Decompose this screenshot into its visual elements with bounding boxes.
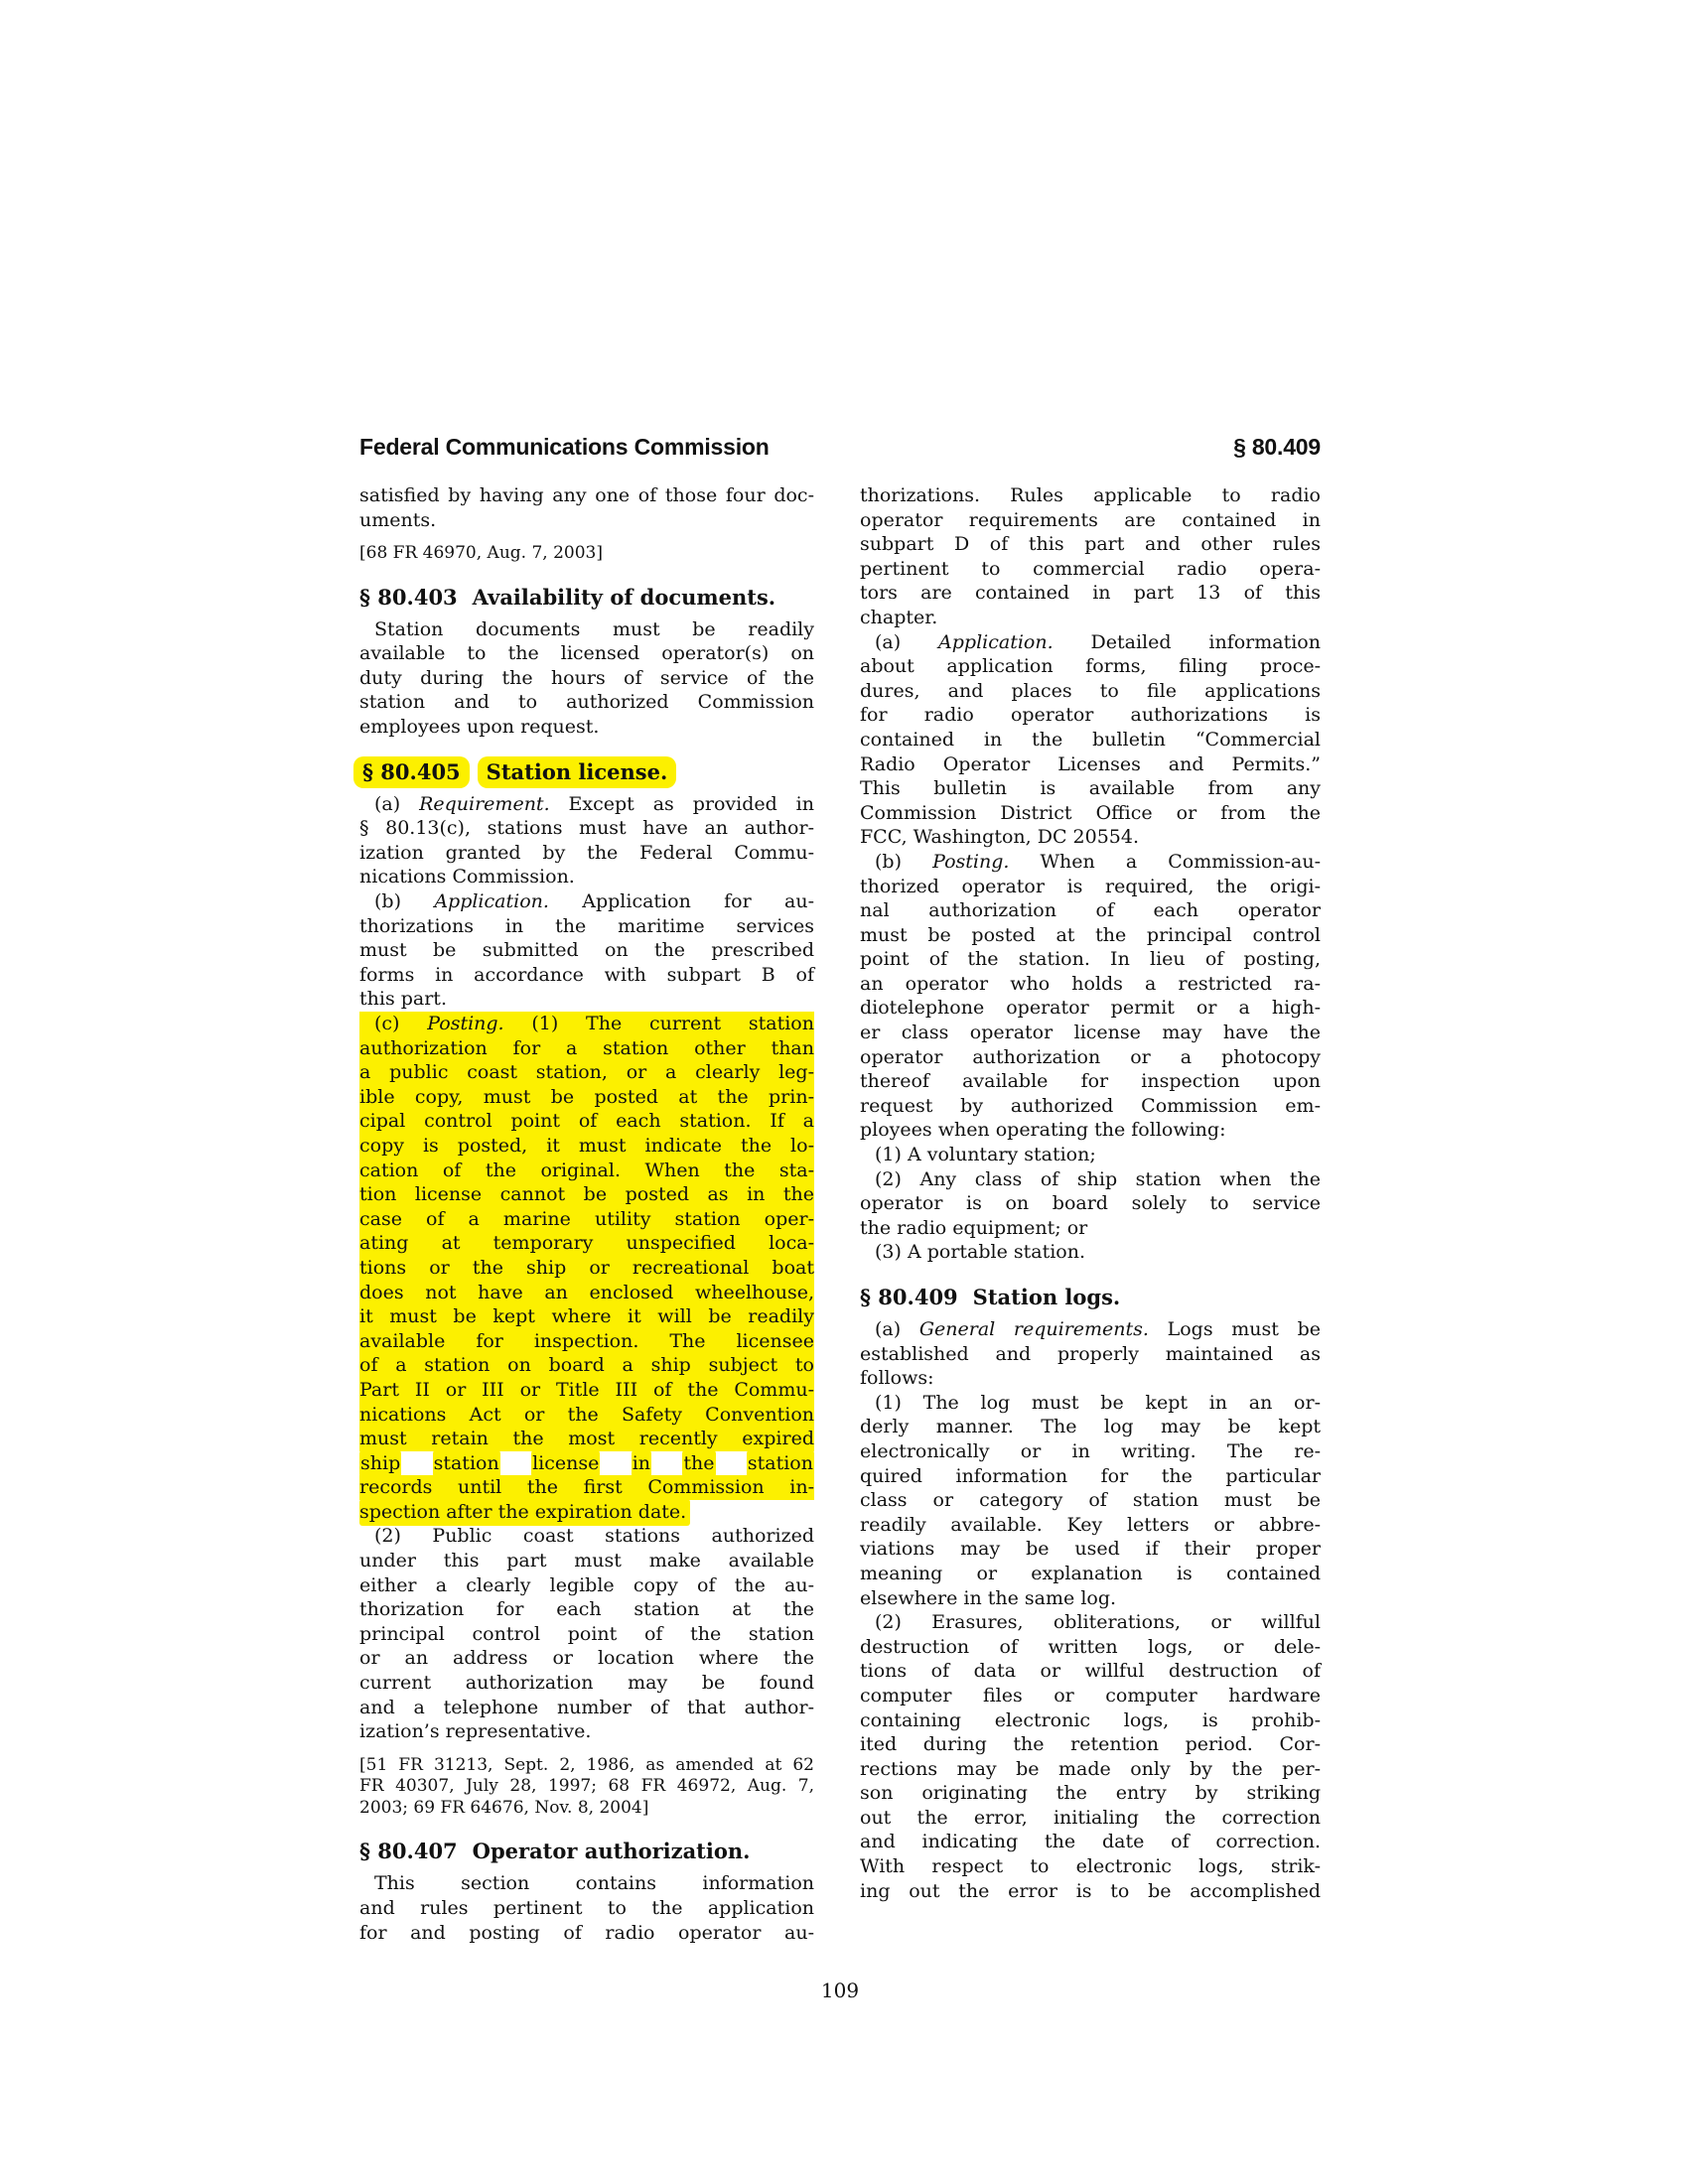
text-line: about application forms, filing proce-	[860, 655, 1321, 678]
text-line: uments.	[359, 508, 437, 531]
text-line: thorized operator is required, the origi-	[860, 875, 1321, 897]
right-column	[860, 483, 1321, 1903]
text-line: operator is on board solely to service	[860, 1192, 1321, 1215]
text-line: computer files or computer hardware	[860, 1684, 1321, 1706]
text-line: With respect to electronic logs, strik-	[860, 1855, 1321, 1878]
highlighted-word: the	[682, 1450, 715, 1477]
text-line: viations may be used if their proper	[860, 1538, 1321, 1561]
text-line: point of the station. In lieu of posting,	[860, 948, 1321, 971]
paragraph	[359, 483, 814, 532]
text-line: current authorization may be found	[359, 1672, 814, 1695]
text-line: dures, and places to file applications	[860, 679, 1321, 702]
text-line: diotelephone operator permit or a high-	[860, 997, 1321, 1020]
section-title: Availability of documents.	[472, 584, 776, 610]
text-line: (2) Erasures, obliterations, or willful	[875, 1611, 1321, 1634]
text-line: derly manner. The log may be kept	[860, 1416, 1321, 1438]
citation	[359, 543, 814, 565]
text-line: satisfied by having any one of those four doc-	[359, 484, 814, 506]
text-line: thorization for each station at the	[359, 1598, 814, 1621]
text-line: forms in accordance with subpart B of	[359, 963, 814, 986]
paragraph	[860, 1317, 1321, 1391]
text-line: principal control point of the station	[359, 1622, 814, 1645]
text-line: Part II or III or Title III of the Commu-	[359, 1378, 814, 1401]
paragraph	[860, 1610, 1321, 1903]
text-line: Radio Operator Licenses and Permits.”	[860, 752, 1321, 775]
text-line: Commission District Office or from the	[860, 801, 1321, 824]
text-line: thorizations in the maritime services	[359, 914, 814, 937]
highlighted-text: spection after the expiration date.	[359, 1499, 690, 1526]
text-line: Station documents must be readily	[374, 617, 814, 640]
text-line: this part.	[359, 988, 447, 1011]
text-line: ing out the error is to be accomplished	[860, 1879, 1321, 1902]
section-number: § 80.409	[860, 1285, 958, 1309]
paragraph	[359, 1012, 814, 1524]
page-number: 109	[820, 1979, 860, 2002]
text-line: tion license cannot be posted as in the	[359, 1183, 814, 1206]
text-line: authorization for a station other than	[359, 1036, 814, 1059]
left-column	[359, 483, 814, 1945]
text-line: and rules pertinent to the application	[359, 1896, 814, 1919]
text-line: (b) Application. Application for au-	[374, 890, 814, 913]
paragraph	[359, 1871, 814, 1945]
text-line: for radio operator authorizations is	[860, 704, 1321, 727]
text-line: son originating the entry by striking	[860, 1782, 1321, 1805]
text-line: records until the first Commission in-	[359, 1476, 814, 1499]
text-line: available for inspection. The licensee	[359, 1329, 814, 1352]
running-head-left: Federal Communications Commission	[359, 434, 770, 460]
text-line: request by authorized Commission em-	[860, 1094, 1321, 1117]
text-line: (b) Posting. When a Commission-au-	[875, 850, 1322, 873]
section-heading	[359, 1838, 814, 1864]
text-line: must be posted at the principal control	[860, 923, 1321, 946]
text-line: of a station on board a ship subject to	[359, 1354, 814, 1377]
text-line: copy is posted, it must indicate the lo-	[359, 1134, 814, 1157]
text-line: ible copy, must be posted at the prin-	[359, 1085, 814, 1108]
text-line: meaning or explanation is contained	[860, 1562, 1321, 1584]
text-line: readily available. Key letters or abbre-	[860, 1513, 1321, 1536]
text-line: (3) A portable station.	[875, 1241, 1086, 1264]
text-line: (c) Posting. (1) The current station	[359, 1012, 814, 1036]
text-line: ited during the retention period. Cor-	[860, 1733, 1321, 1756]
text-line: (2) Any class of ship station when the	[875, 1167, 1321, 1190]
running-head-right: § 80.409	[1233, 434, 1321, 460]
text-line: must be submitted on the prescribed	[359, 939, 814, 962]
text-line: (2) Public coast stations authorized	[374, 1525, 814, 1548]
text-line: quired information for the particular	[860, 1464, 1321, 1487]
paragraph	[359, 792, 814, 889]
highlighted-word: station	[747, 1450, 814, 1477]
text-line: follows:	[860, 1367, 934, 1390]
paragraph	[860, 850, 1321, 1143]
section-number: § 80.405	[353, 756, 470, 788]
text-line: does not have an enclosed wheelhouse,	[359, 1281, 814, 1303]
text-line: § 80.13(c), stations must have an author-	[359, 817, 814, 840]
section-heading	[359, 758, 814, 785]
text-line: available to the licensed operator(s) on	[359, 642, 814, 665]
text-line: duty during the hours of service of the	[359, 666, 814, 689]
text-line: tors are contained in part 13 of this	[860, 582, 1321, 605]
text-line: thorizations. Rules applicable to radio	[860, 484, 1321, 506]
text-line: (1) A voluntary station;	[875, 1144, 1096, 1166]
text-line: established and properly maintained as	[860, 1342, 1321, 1365]
text-line: chapter.	[860, 606, 938, 628]
text-line: nications Act or the Safety Convention	[359, 1403, 814, 1426]
text-line: ployees when operating the following:	[860, 1119, 1226, 1142]
section-heading	[359, 584, 814, 611]
section-number: § 80.403	[359, 584, 458, 610]
paragraph	[860, 1143, 1321, 1167]
text-line: (1) The log must be kept in an or-	[875, 1391, 1321, 1414]
paragraph	[860, 483, 1321, 630]
text-line: case of a marine utility station oper-	[359, 1207, 814, 1230]
text-line: operator requirements are contained in	[860, 508, 1321, 531]
paragraph	[860, 1167, 1321, 1241]
text-line: ating at temporary unspecified loca-	[359, 1232, 814, 1255]
text-line: or an address or location where the	[359, 1647, 814, 1670]
paragraph	[860, 1240, 1321, 1265]
section-title: Operator authorization.	[472, 1839, 751, 1864]
highlighted-word: station	[433, 1450, 500, 1477]
text-line: This section contains information	[374, 1872, 814, 1895]
text-line: for and posting of radio operator au-	[359, 1921, 814, 1944]
text-line: ization granted by the Federal Commu-	[359, 841, 814, 864]
text-line: nal authorization of each operator	[860, 899, 1321, 922]
text-line: destruction of written logs, or dele-	[860, 1635, 1321, 1658]
text-line: (a) Requirement. Except as provided in	[374, 792, 814, 815]
paragraph	[359, 617, 814, 740]
text-line: [51 FR 31213, Sept. 2, 1986, as amended at 62	[359, 1754, 814, 1775]
text-line: thereof available for inspection upon	[860, 1070, 1321, 1093]
text-line	[359, 1500, 814, 1525]
text-line: an operator who holds a restricted ra-	[860, 972, 1321, 995]
text-line: er class operator license may have the	[860, 1022, 1321, 1044]
text-line: (a) General requirements. Logs must be	[875, 1318, 1321, 1340]
text-line: ization’s representative.	[359, 1720, 592, 1743]
text-line: [68 FR 46970, Aug. 7, 2003]	[359, 543, 603, 564]
text-line: 2003; 69 FR 64676, Nov. 8, 2004]	[359, 1797, 649, 1818]
text-line: contained in the bulletin “Commercial	[860, 728, 1321, 751]
text-line: FCC, Washington, DC 20554.	[860, 826, 1140, 849]
text-line: nications Commission.	[359, 866, 575, 888]
highlighted-word: ship	[359, 1450, 401, 1477]
text-line: out the error, initialing the correction	[860, 1806, 1321, 1829]
section-title: Station logs.	[972, 1285, 1121, 1309]
text-line: the radio equipment; or	[860, 1216, 1088, 1239]
highlighted-word: in	[632, 1450, 651, 1477]
text-line	[359, 1451, 814, 1476]
text-line: either a clearly legible copy of the au-	[359, 1573, 814, 1596]
text-line: must retain the most recently expired	[359, 1428, 814, 1450]
text-line: tions of data or willful destruction of	[860, 1660, 1321, 1683]
text-line: and indicating the date of correction.	[860, 1831, 1321, 1853]
section-heading	[860, 1284, 1321, 1310]
text-line: electronically or in writing. The re-	[860, 1439, 1321, 1462]
paragraph	[860, 630, 1321, 850]
section-title: Station license.	[478, 756, 677, 788]
text-line: (a) Application. Detailed information	[875, 630, 1321, 653]
text-line: and a telephone number of that author-	[359, 1696, 814, 1718]
text-line: under this part must make available	[359, 1550, 814, 1572]
text-line: elsewhere in the same log.	[860, 1586, 1117, 1609]
text-line: tions or the ship or recreational boat	[359, 1256, 814, 1279]
text-line: employees upon request.	[359, 716, 600, 739]
paragraph	[359, 889, 814, 1012]
paragraph	[359, 1524, 814, 1743]
text-line: a public coast station, or a clearly leg-	[359, 1061, 814, 1084]
text-line: subpart D of this part and other rules	[860, 533, 1321, 556]
text-line: it must be kept where it will be readily	[359, 1305, 814, 1328]
text-line: This bulletin is available from any	[860, 777, 1321, 800]
text-line: rections may be made only by the per-	[860, 1757, 1321, 1780]
text-line: containing electronic logs, is prohib-	[860, 1708, 1321, 1731]
text-line: FR 40307, July 28, 1997; 68 FR 46972, Aug. 7,	[359, 1776, 814, 1797]
text-line: pertinent to commercial radio opera-	[860, 557, 1321, 580]
text-line: station and to authorized Commission	[359, 691, 814, 714]
text-line: operator authorization or a photocopy	[860, 1045, 1321, 1068]
text-line: class or category of station must be	[860, 1489, 1321, 1512]
citation	[359, 1755, 814, 1820]
highlighted-word: license	[531, 1450, 600, 1477]
paragraph	[860, 1391, 1321, 1610]
text-line: cipal control point of each station. If a	[359, 1110, 814, 1133]
text-line: cation of the original. When the sta-	[359, 1159, 814, 1181]
section-number: § 80.407	[359, 1839, 458, 1864]
